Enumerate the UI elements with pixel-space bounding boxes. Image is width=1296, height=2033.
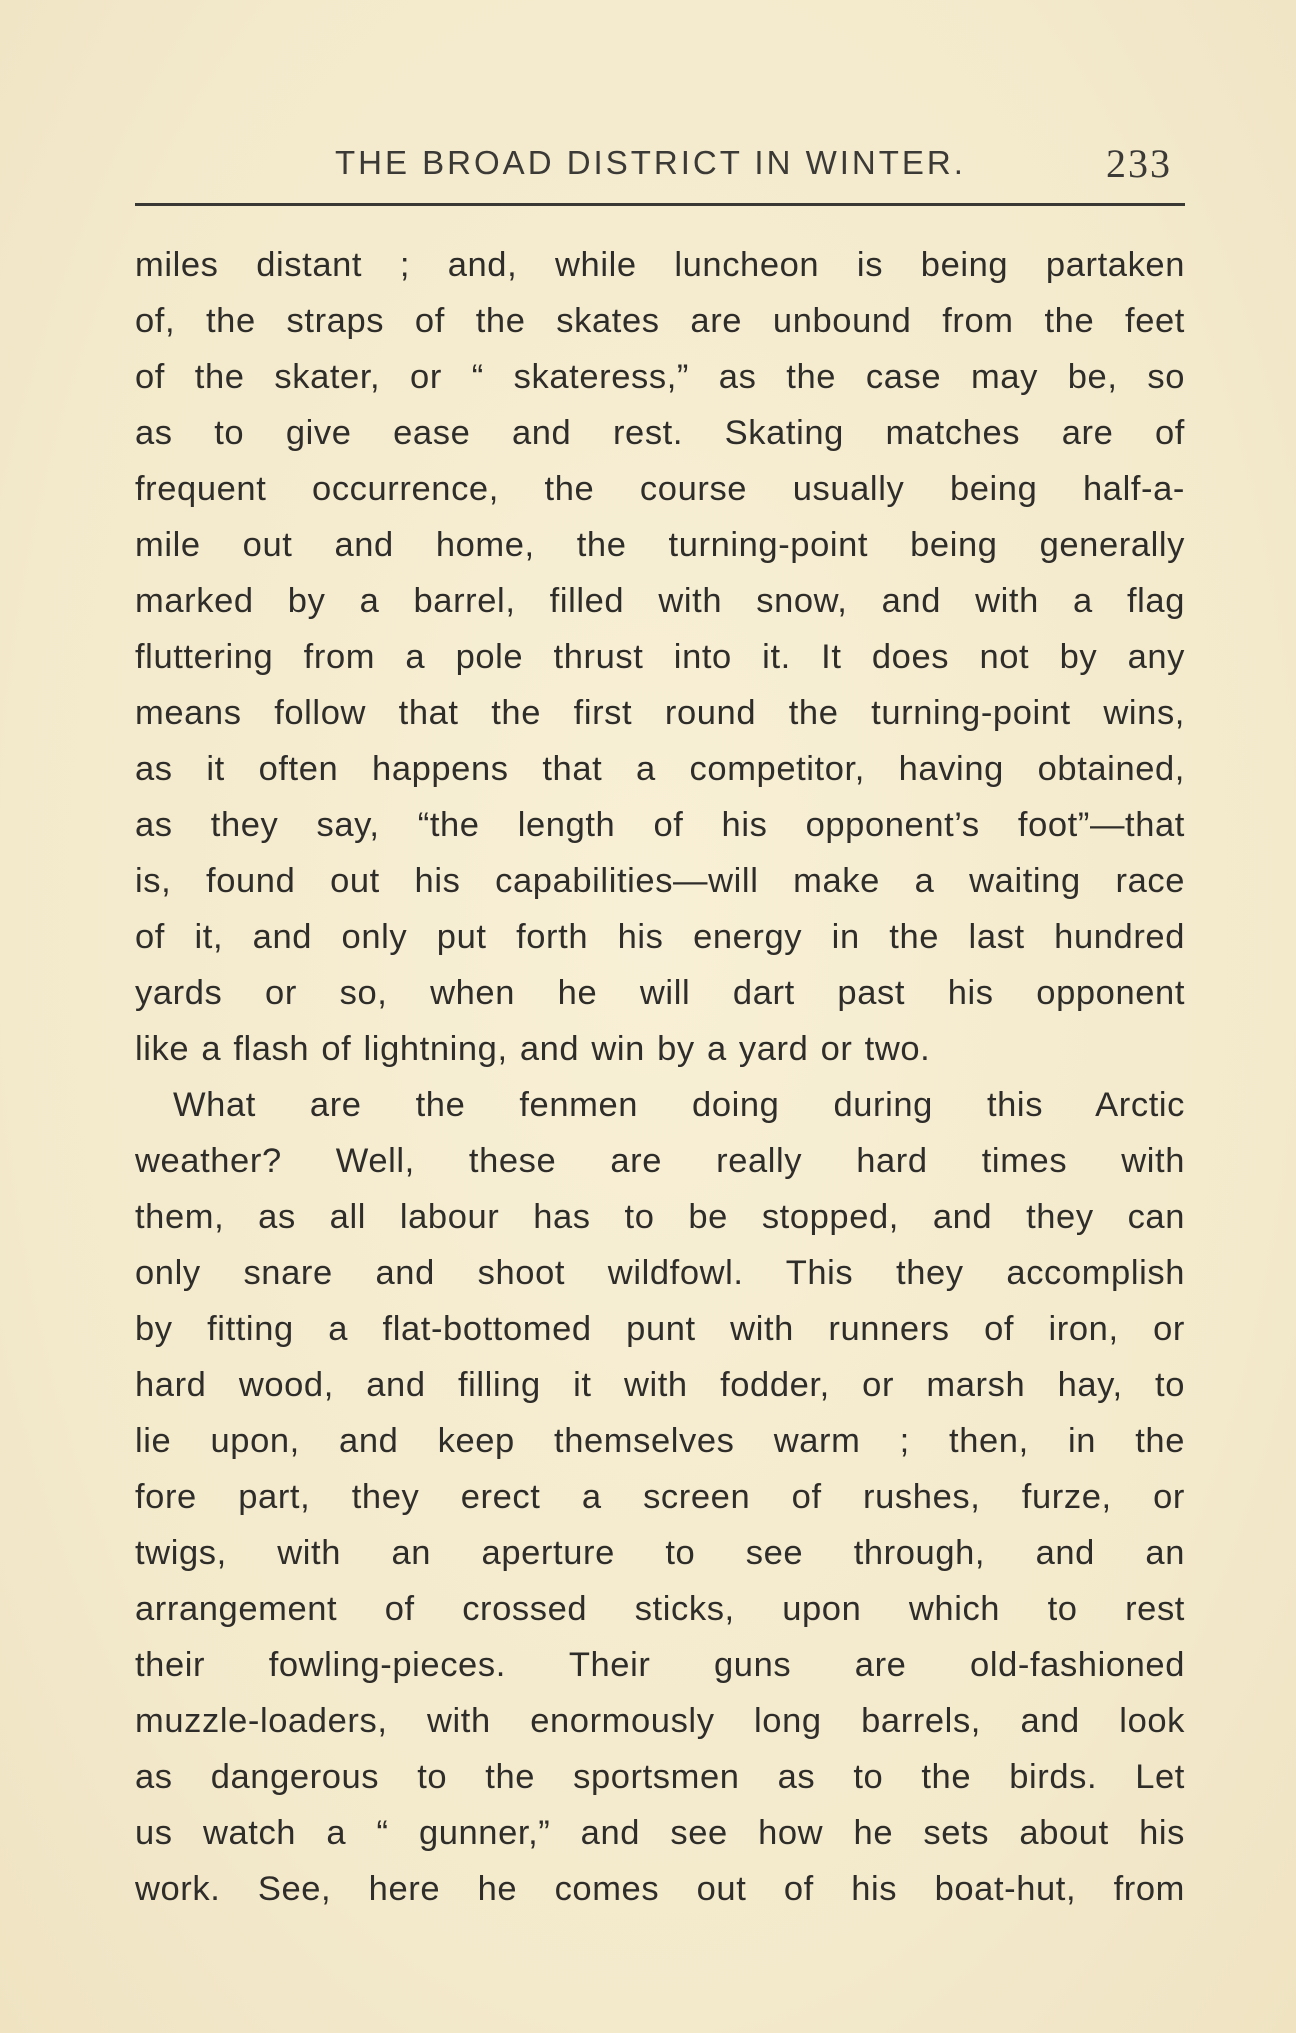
text-line: means follow that the first round the turning-point wins, <box>135 694 1185 732</box>
text-line: of the skater, or “ skateress,” as the case may be, so <box>135 358 1185 396</box>
text-line: as it often happens that a competitor, having obtained, <box>135 750 1185 788</box>
text-line: is, found out his capabilities—will make a waiting race <box>135 862 1185 900</box>
text-line: arrangement of crossed sticks, upon which to rest <box>135 1590 1185 1628</box>
body-text <box>135 237 1185 1917</box>
text-line: their fowling-pieces. Their guns are old-fashioned <box>135 1646 1185 1684</box>
page-header <box>135 140 1180 200</box>
text-line: work. See, here he comes out of his boat-hut, from <box>135 1870 1185 1908</box>
text-line: mile out and home, the turning-point being generally <box>135 526 1185 564</box>
text-line: us watch a “ gunner,” and see how he sets about his <box>135 1814 1185 1852</box>
text-line: as to give ease and rest. Skating matches are of <box>135 414 1185 452</box>
text-line: by fitting a flat-bottomed punt with runners of iron, or <box>135 1310 1185 1348</box>
text-line: fluttering from a pole thrust into it. It does not by any <box>135 638 1185 676</box>
running-title: THE BROAD DISTRICT IN WINTER. <box>335 144 966 181</box>
text-line: twigs, with an aperture to see through, and an <box>135 1534 1185 1572</box>
page-number: 233 <box>1106 141 1172 186</box>
text-line: weather? Well, these are really hard times with <box>135 1142 1185 1180</box>
text-line: as they say, “the length of his opponent’s foot”—that <box>135 806 1185 844</box>
text-line: of, the straps of the skates are unbound from the feet <box>135 302 1185 340</box>
text-line: miles distant ; and, while luncheon is being partaken <box>135 246 1185 284</box>
text-line: lie upon, and keep themselves warm ; then, in the <box>135 1422 1185 1460</box>
text-line: marked by a barrel, filled with snow, and with a flag <box>135 582 1185 620</box>
text-line: only snare and shoot wildfowl. This they accomplish <box>135 1254 1185 1292</box>
text-line: yards or so, when he will dart past his opponent <box>135 974 1185 1012</box>
text-line: hard wood, and filling it with fodder, or marsh hay, to <box>135 1366 1185 1404</box>
text-line: What are the fenmen doing during this Arctic <box>173 1086 1185 1124</box>
text-line: of it, and only put forth his energy in the last hundred <box>135 918 1185 956</box>
text-line: as dangerous to the sportsmen as to the birds. Let <box>135 1758 1185 1796</box>
text-line: muzzle-loaders, with enormously long barrels, and look <box>135 1702 1185 1740</box>
text-line: like a flash of lightning, and win by a yard or two. <box>135 1030 931 1068</box>
text-line: fore part, they erect a screen of rushes, furze, or <box>135 1478 1185 1516</box>
header-rule <box>135 203 1185 206</box>
text-line: them, as all labour has to be stopped, and they can <box>135 1198 1185 1236</box>
text-line: frequent occurrence, the course usually being half-a- <box>135 470 1185 508</box>
